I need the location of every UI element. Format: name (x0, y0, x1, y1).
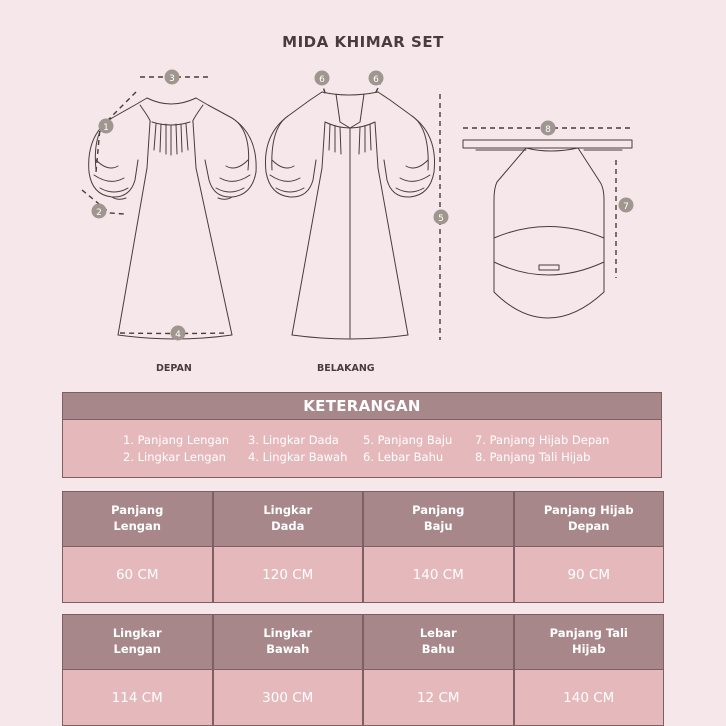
legend-item: 8. Panjang Tali Hijab (475, 450, 591, 464)
marker-6-left (315, 71, 330, 86)
table-header-cell: Panjang Baju (363, 491, 514, 547)
table-value-cell: 12 CM (363, 670, 514, 726)
marker-2 (92, 204, 107, 219)
marker-8 (541, 121, 556, 136)
table-value-cell: 140 CM (514, 670, 665, 726)
marker-5 (434, 210, 449, 225)
marker-1 (99, 119, 114, 134)
legend-item: 7. Panjang Hijab Depan (475, 433, 610, 447)
table-value-cell: 120 CM (213, 547, 364, 603)
table-header-cell: Panjang Tali Hijab (514, 614, 665, 670)
svg-text:7: 7 (623, 202, 629, 212)
marker-4 (171, 326, 186, 341)
svg-text:5: 5 (438, 214, 444, 224)
table-value-row (62, 670, 664, 726)
size-table-2 (62, 614, 664, 726)
svg-text:6: 6 (373, 75, 379, 85)
keterangan-legend (62, 420, 662, 478)
table-header-cell: Lingkar Bawah (213, 614, 364, 670)
svg-text:1: 1 (103, 123, 109, 133)
marker-6-right (369, 71, 384, 86)
svg-text:8: 8 (545, 125, 551, 135)
front-view-label: DEPAN (156, 363, 192, 374)
svg-text:3: 3 (169, 74, 175, 84)
table-value-cell: 114 CM (62, 670, 213, 726)
legend-item: 3. Lingkar Dada (248, 433, 339, 447)
table-value-cell: 300 CM (213, 670, 364, 726)
legend-item: 6. Lebar Bahu (363, 450, 444, 464)
table-header-cell: Lingkar Lengan (62, 614, 213, 670)
table-value-cell: 140 CM (363, 547, 514, 603)
size-table-1 (62, 491, 664, 603)
table-header-row (62, 614, 664, 670)
back-view-label: BELAKANG (317, 363, 375, 374)
legend-item: 5. Panjang Baju (363, 433, 453, 447)
hijab-drawing (463, 140, 632, 318)
marker-3 (165, 70, 180, 85)
keterangan-heading: KETERANGAN (62, 392, 662, 420)
table-value-cell: 90 CM (514, 547, 665, 603)
legend-item: 4. Lingkar Bawah (248, 450, 348, 464)
table-value-cell: 60 CM (62, 547, 213, 603)
table-header-cell: Panjang Hijab Depan (514, 491, 665, 547)
table-header-cell: Panjang Lengan (62, 491, 213, 547)
svg-text:2: 2 (96, 208, 102, 218)
table-header-cell: Lebar Bahu (363, 614, 514, 670)
table-header-cell: Lingkar Dada (213, 491, 364, 547)
legend-item: 1. Panjang Lengan (123, 433, 230, 447)
measurement-markers (92, 70, 634, 341)
page-title: MIDA KHIMAR SET (282, 33, 444, 51)
table-header-row (62, 491, 664, 547)
svg-text:6: 6 (319, 75, 325, 85)
marker-7 (619, 198, 634, 213)
table-value-row (62, 547, 664, 603)
svg-text:4: 4 (175, 330, 181, 340)
legend-item: 2. Lingkar Lengan (123, 450, 226, 464)
front-dress-drawing (89, 98, 256, 339)
back-dress-drawing (265, 92, 434, 339)
